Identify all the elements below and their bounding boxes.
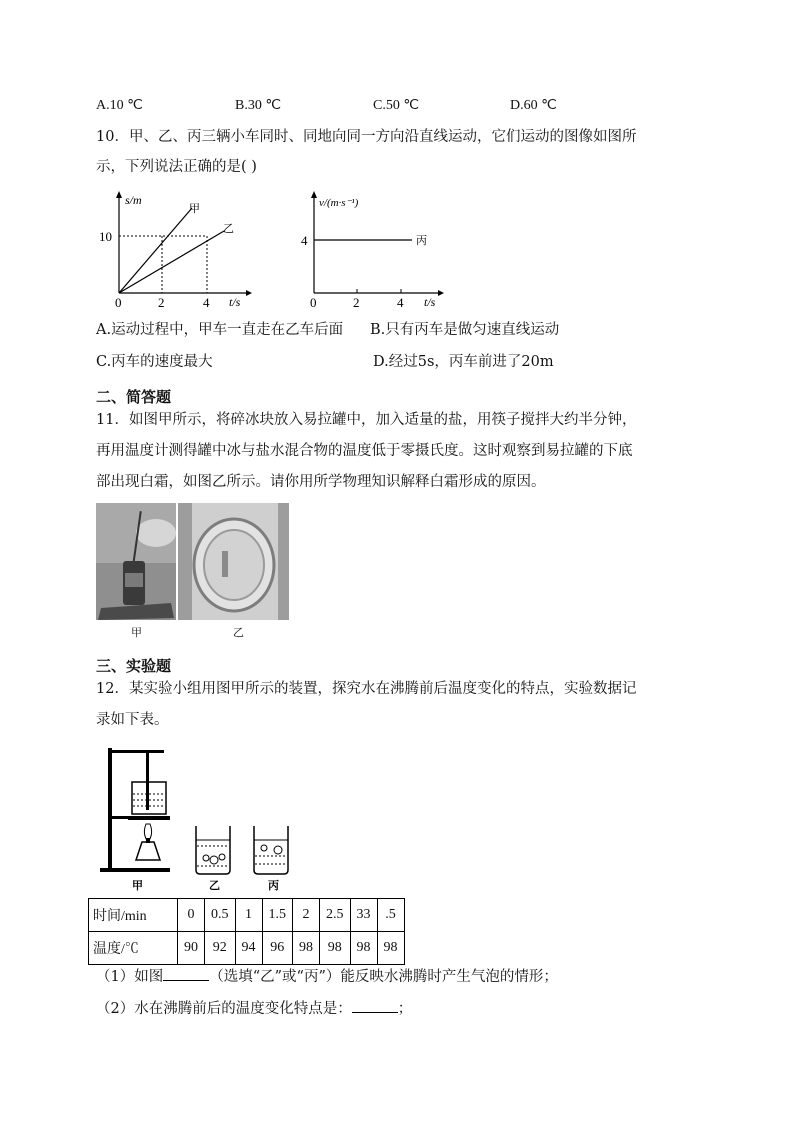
q10-line1: 10．甲、乙、丙三辆小车同时、同地向同一方向沿直线运动，它们运动的图像如图所 <box>96 129 637 145</box>
st-xtick-4: 4 <box>203 295 210 310</box>
q12-sub2-suffix: ； <box>397 1001 413 1017</box>
q10-option-b: B.只有丙车是做匀速直线运动 <box>370 322 560 338</box>
table-cell: 98 <box>350 932 377 965</box>
vt-xlabel: t/s <box>424 295 436 309</box>
table-cell: .5 <box>377 899 404 932</box>
table-cell: 2.5 <box>320 899 351 932</box>
table-cell: 96 <box>262 932 293 965</box>
st-line-jia: 甲 <box>189 203 200 215</box>
table-header-time: 时间/min <box>89 899 178 932</box>
vt-line-bing: 丙 <box>416 235 427 247</box>
st-xtick-2: 2 <box>158 295 165 310</box>
table-cell: 98 <box>377 932 404 965</box>
q10-option-c: C.丙车的速度最大 <box>96 354 213 370</box>
boiling-apparatus-figure <box>96 742 306 894</box>
table-row-time <box>89 899 405 932</box>
table-cell: 1.5 <box>262 899 293 932</box>
option-c: C.50 ℃ <box>373 98 420 113</box>
q12-sub2-prefix: （2）水在沸腾前后的温度变化特点是： <box>96 1001 352 1017</box>
q12-line2: 录如下表。 <box>96 712 169 728</box>
vt-ylabel: v/(m·s⁻¹) <box>319 197 359 209</box>
st-xtick-0: 0 <box>115 295 122 310</box>
st-line-yi: 乙 <box>223 223 234 235</box>
fig-label-jia: 甲 <box>132 879 143 892</box>
q12-line1: 12．某实验小组用图甲所示的装置，探究水在沸腾前后温度变化的特点，实验数据记 <box>96 681 637 697</box>
fig-label-bing: 丙 <box>268 879 279 892</box>
answer-blank-2[interactable] <box>352 998 398 1013</box>
table-cell: 0.5 <box>205 899 236 932</box>
table-row-temp <box>89 932 405 965</box>
table-cell: 98 <box>293 932 320 965</box>
vt-xtick-4: 4 <box>397 295 404 310</box>
q12-sub1-suffix: （选填“乙”或“丙”）能反映水沸腾时产生气泡的情形； <box>209 969 558 985</box>
photo-caption-jia: 甲 <box>131 626 142 639</box>
q11-line2: 再用温度计测得罐中冰与盐水混合物的温度低于零摄氏度。这时观察到易拉罐的下底 <box>96 443 633 459</box>
section-title-short-answer: 二、简答题 <box>96 388 172 406</box>
vt-graph <box>300 188 460 310</box>
q12-sub1 <box>96 966 558 987</box>
q12-sub2 <box>96 998 412 1019</box>
table-cell: 0 <box>178 899 205 932</box>
table-cell: 1 <box>235 899 262 932</box>
vt-xtick-2: 2 <box>353 295 360 310</box>
st-ylabel: s/m <box>125 193 142 207</box>
vt-xtick-0: 0 <box>310 295 317 310</box>
q12-sub1-prefix: （1）如图 <box>96 969 164 985</box>
st-ytick: 10 <box>99 229 112 244</box>
answer-blank-1[interactable] <box>163 966 209 981</box>
photo-caption-yi: 乙 <box>233 626 244 639</box>
q11-line1: 11．如图甲所示，将碎冰块放入易拉罐中，加入适量的盐，用筷子搅拌大约半分钟， <box>96 412 637 428</box>
option-a: A.10 ℃ <box>96 98 143 113</box>
table-cell: 90 <box>178 932 205 965</box>
table-header-temp: 温度/℃ <box>89 932 178 965</box>
table-cell: 92 <box>205 932 236 965</box>
option-b: B.30 ℃ <box>235 98 282 113</box>
q10-line2: 示，下列说法正确的是( ) <box>96 159 257 175</box>
option-d: D.60 ℃ <box>510 98 557 113</box>
vt-ytick: 4 <box>301 233 308 248</box>
table-cell: 94 <box>235 932 262 965</box>
st-xlabel: t/s <box>229 295 241 309</box>
st-graph <box>96 188 256 310</box>
table-cell: 2 <box>293 899 320 932</box>
data-table <box>88 898 405 965</box>
photo-frost-can <box>178 503 289 620</box>
q10-option-d: D.经过5s，丙车前进了20m <box>373 354 554 370</box>
q10-option-a: A.运动过程中，甲车一直走在乙车后面 <box>96 322 344 338</box>
section-title-experiment: 三、实验题 <box>96 657 172 675</box>
table-cell: 98 <box>320 932 351 965</box>
photo-can-stirring <box>96 503 176 620</box>
fig-label-yi: 乙 <box>209 879 220 892</box>
table-cell: 33 <box>350 899 377 932</box>
q11-line3: 部出现白霜，如图乙所示。请你用所学物理知识解释白霜形成的原因。 <box>96 474 546 490</box>
